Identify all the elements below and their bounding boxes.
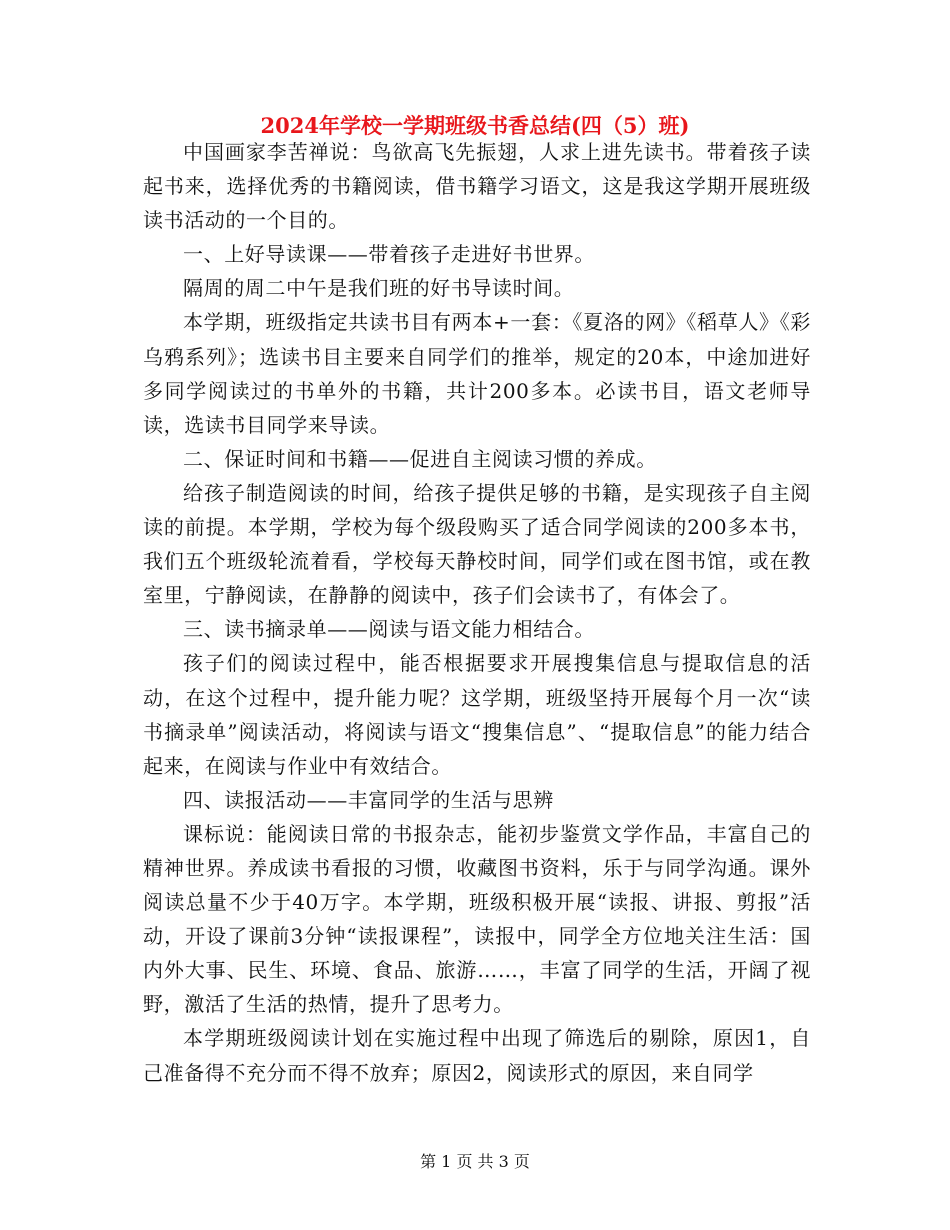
document-body — [143, 135, 811, 1090]
document-title: 2024年学校一学期班级书香总结(四（5）班) — [260, 113, 690, 138]
paragraph: 本学期，班级指定共读书目有两本+一套：《夏洛的网》《稻草人》《彩乌鸦系列》；选读书目主要来自同学们的推举，规定的20本，中途加进好多同学阅读过的书单外的书籍，共计200多本。必读书目，语文老师导读，选读书目同学来导读。 — [143, 310, 811, 437]
paragraph: 本学期班级阅读计划在实施过程中出现了筛选后的剔除，原因1，自己准备得不充分而不得不放弃；原因2，阅读形式的原因，来自同学 — [143, 1026, 811, 1085]
paragraph: 给孩子制造阅读的时间，给孩子提供足够的书籍，是实现孩子自主阅读的前提。本学期，学校为每个级段购买了适合同学阅读的200多本书，我们五个班级轮流着看，学校每天静校时间，同学们或在图书馆，或在教室里，宁静阅读，在静静的阅读中，孩子们会读书了，有体会了。 — [143, 480, 811, 608]
paragraph: 隔周的周二中午是我们班的好书导读时间。 — [183, 276, 575, 301]
page-footer: 第 1 页 共 3 页 — [420, 1152, 530, 1171]
section-heading: 一、上好导读课——带着孩子走进好书世界。 — [183, 242, 595, 267]
paragraph: 中国画家李苦禅说：鸟欲高飞先振翅，人求上进先读书。带着孩子读起书来，选择优秀的书籍阅读，借书籍学习语文，这是我这学期开展班级读书活动的一个目的。 — [143, 140, 811, 233]
paragraph: 孩子们的阅读过程中，能否根据要求开展搜集信息与提取信息的活动，在这个过程中，提升能力呢？这学期，班级坚持开展每个月一次“读书摘录单”阅读活动，将阅读与语文“搜集信息”、“提取信息”的能力结合起来，在阅读与作业中有效结合。 — [143, 651, 811, 778]
section-heading: 二、保证时间和书籍——促进自主阅读习惯的养成。 — [183, 446, 657, 471]
paragraph: 课标说：能阅读日常的书报杂志，能初步鉴赏文学作品，丰富自己的精神世界。养成读书看报的习惯，收藏图书资料，乐于与同学沟通。课外阅读总量不少于40万字。本学期，班级积极开展“读报、讲报、剪报”活动，开设了课前3分钟“读报课程”，读报中，同学全方位地关注生活：国内外大事、民生、环境、食品、旅游……，丰富了同学的生活，开阔了视野，激活了生活的热情，提升了思考力。 — [143, 821, 811, 1017]
section-heading: 三、读书摘录单——阅读与语文能力相结合。 — [183, 617, 595, 642]
section-heading: 四、读报活动——丰富同学的生活与思辨 — [183, 787, 554, 812]
